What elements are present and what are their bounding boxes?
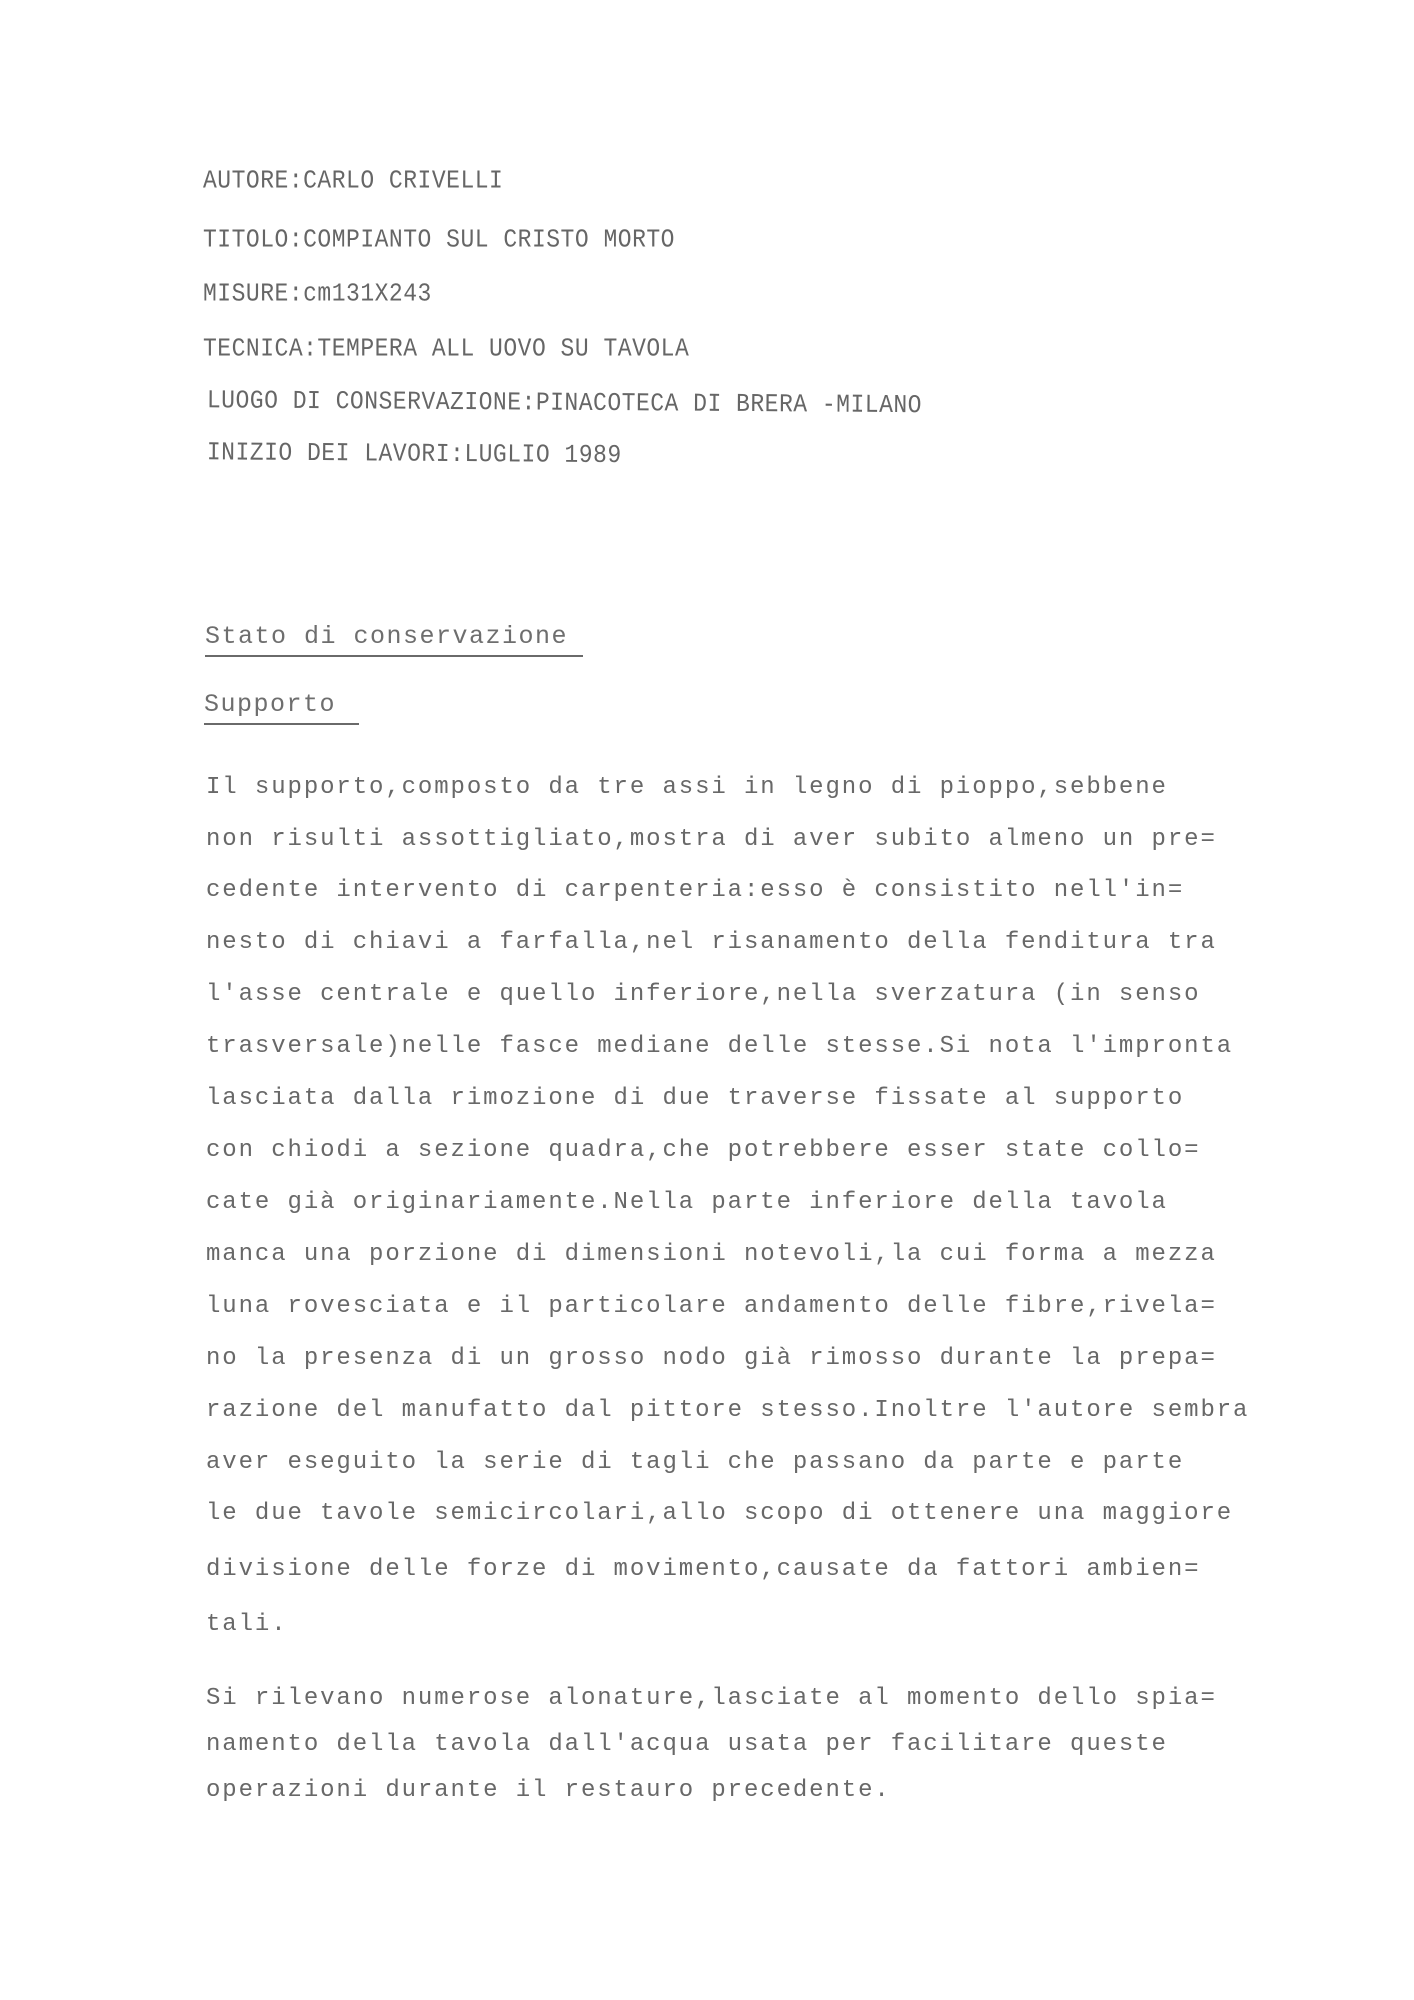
dimensions-line: MISURE:cm131X243 xyxy=(203,279,432,309)
paragraph-line: luna rovesciata e il particolare andamento delle fibre,rivela= xyxy=(206,1293,1217,1320)
technique-line: TECNICA:TEMPERA ALL UOVO SU TAVOLA xyxy=(203,334,690,364)
paragraph-line: aver eseguito la serie di tagli che passano da parte e parte xyxy=(206,1449,1185,1476)
start-date-line: INIZIO DEI LAVORI:LUGLIO 1989 xyxy=(206,438,622,470)
section-title xyxy=(205,622,568,651)
paragraph-line: cate già originariamente.Nella parte inferiore della tavola xyxy=(206,1189,1168,1216)
section-subtitle-text: Supporto xyxy=(204,690,337,719)
paragraph-line: divisione delle forze di movimento,causate da fattori ambien= xyxy=(206,1556,1201,1583)
paragraph-line: no la presenza di un grosso nodo già rimosso durante la prepa= xyxy=(206,1345,1217,1372)
paragraph-line: lasciata dalla rimozione di due traverse fissate al supporto xyxy=(206,1085,1185,1112)
section-title-text: Stato di conservazione xyxy=(205,622,569,651)
paragraph-line: tali. xyxy=(206,1611,288,1638)
author-line: AUTORE:CARLO CRIVELLI xyxy=(203,166,504,196)
paragraph-line: nesto di chiavi a farfalla,nel risanamento della fenditura tra xyxy=(206,929,1217,956)
paragraph-line: manca una porzione di dimensioni notevoli,la cui forma a mezza xyxy=(206,1241,1217,1268)
paragraph-line: Si rilevano numerose alonature,lasciate al momento dello spia= xyxy=(206,1685,1217,1712)
section-title-underline xyxy=(205,655,583,657)
paragraph-line: Il supporto,composto da tre assi in legno di pioppo,sebbene xyxy=(206,774,1168,801)
paragraph-line: l'asse centrale e quello inferiore,nella sverzatura (in senso xyxy=(206,981,1201,1008)
paragraph-line: non risulti assottigliato,mostra di aver subito almeno un pre= xyxy=(206,826,1217,853)
section-subtitle-underline xyxy=(204,723,359,725)
section-subtitle xyxy=(204,690,336,719)
paragraph-line: operazioni durante il restauro precedente. xyxy=(206,1777,891,1804)
paragraph-line: con chiodi a sezione quadra,che potrebbere esser state collo= xyxy=(206,1137,1201,1164)
paragraph-line: razione del manufatto dal pittore stesso.Inoltre l'autore sembra xyxy=(206,1397,1250,1424)
paragraph-line: trasversale)nelle fasce mediane delle stesse.Si nota l'impronta xyxy=(206,1033,1234,1060)
paragraph-line: namento della tavola dall'acqua usata per facilitare queste xyxy=(206,1731,1168,1758)
title-line: TITOLO:COMPIANTO SUL CRISTO MORTO xyxy=(203,225,675,255)
paragraph-line: le due tavole semicircolari,allo scopo di ottenere una maggiore xyxy=(206,1500,1234,1527)
paragraph-line: cedente intervento di carpenteria:esso è consistito nell'in= xyxy=(206,877,1185,904)
location-line: LUOGO DI CONSERVAZIONE:PINACOTECA DI BRERA -MILANO xyxy=(206,386,923,421)
